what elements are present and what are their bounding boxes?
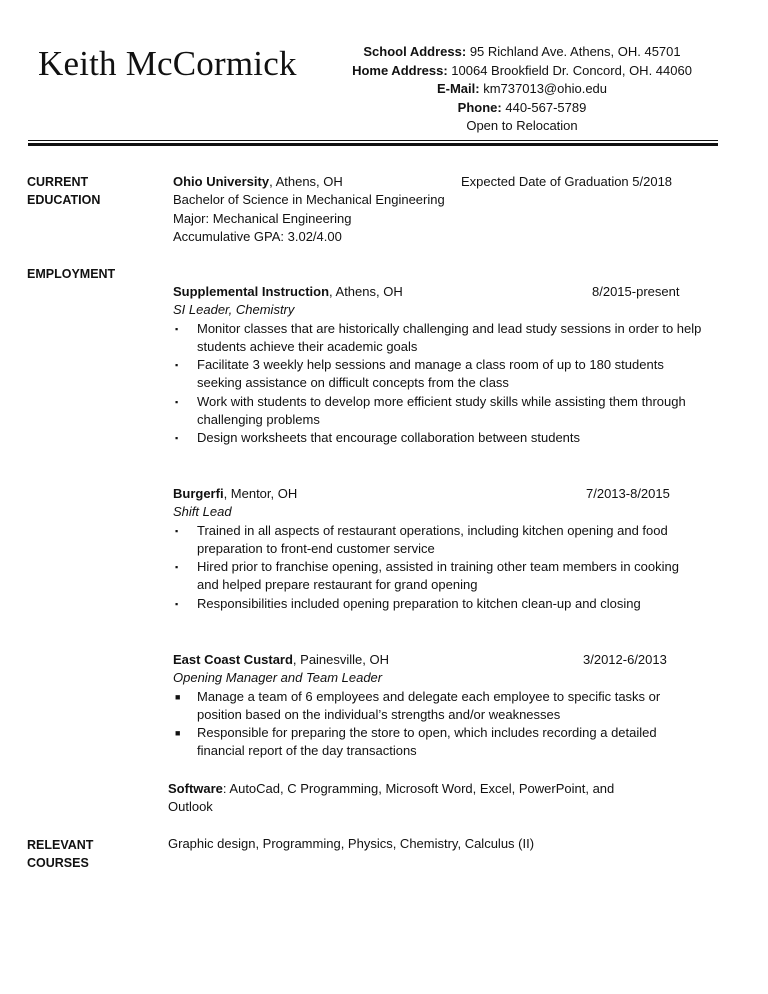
school-location: , Athens, OH — [269, 174, 343, 189]
duty-text: Responsible for preparing the store to open, which includes recording a detailed financial report of the day transactions — [197, 725, 657, 759]
courses-label-line1: RELEVANT — [27, 838, 94, 852]
list-item — [173, 724, 702, 761]
job-location: , Painesville, OH — [292, 652, 390, 667]
education-block — [173, 173, 703, 246]
software-list: : AutoCad, C Programming, Microsoft Word, Excel, PowerPoint, and Outlook — [168, 781, 615, 815]
job-employer: Burgerfi — [173, 486, 224, 501]
bullet-icon: ▪ — [175, 598, 179, 609]
job-header-row — [173, 283, 703, 301]
bullet-icon: ▪ — [175, 360, 179, 371]
bullet-icon: ▪ — [175, 562, 179, 573]
phone-label: Phone: — [457, 99, 502, 115]
job-employer: East Coast Custard — [173, 652, 293, 667]
relocation-note: Open to Relocation — [466, 118, 578, 133]
job-employer-line — [173, 485, 297, 503]
job-title: SI Leader, Chemistry — [173, 302, 295, 318]
list-item — [173, 558, 702, 595]
software-skills — [168, 780, 648, 817]
job-location: , Mentor, OH — [223, 486, 298, 501]
duty-text: Responsibilities included opening preparation to kitchen clean-up and closing — [197, 595, 641, 611]
employment-section-label: EMPLOYMENT — [27, 267, 116, 281]
bullet-icon: ▪ — [175, 525, 179, 536]
duty-text: Monitor classes that are historically challenging and lead study sessions in order to help students achieve their academic goals — [197, 320, 702, 354]
education-label-line2: EDUCATION — [27, 193, 101, 207]
gpa: Accumulative GPA: 3.02/4.00 — [173, 228, 342, 244]
header-divider-thick — [28, 143, 718, 146]
list-item — [173, 429, 702, 447]
list-item — [173, 522, 702, 559]
education-section-label — [27, 173, 100, 209]
job-title: Opening Manager and Team Leader — [173, 670, 383, 686]
job-title: Shift Lead — [173, 504, 232, 520]
school-address-line — [322, 43, 722, 62]
duty-text: Work with students to develop more efficient study skills while assisting them through challenging problems — [197, 393, 686, 428]
list-item — [173, 356, 702, 393]
bullet-icon: ■ — [175, 728, 181, 739]
duty-text: Design worksheets that encourage collaboration between students — [197, 430, 581, 446]
education-label-line1: CURRENT — [27, 175, 89, 189]
contact-info — [322, 43, 722, 136]
job-entry — [173, 651, 703, 761]
education-school-line — [173, 173, 343, 191]
list-item — [173, 688, 702, 725]
email-value: km737013@ohio.edu — [483, 81, 608, 96]
duty-text: Facilitate 3 weekly help sessions and manage a class room of up to 180 students seeking assistance on difficult concepts from the class — [197, 357, 664, 391]
degree: Bachelor of Science in Mechanical Engineering — [173, 192, 445, 208]
phone-line — [322, 99, 722, 118]
job-duties-list — [173, 522, 703, 613]
job-employer-line — [173, 283, 403, 301]
phone-value: 440-567-5789 — [505, 99, 587, 115]
duty-text: Trained in all aspects of restaurant operations, including kitchen opening and food preparation to front-end customer service — [197, 522, 668, 556]
job-location: , Athens, OH — [329, 284, 403, 299]
list-item — [173, 393, 702, 430]
education-header-row — [173, 173, 703, 191]
software-label: Software — [168, 781, 223, 796]
courses-section-label — [27, 836, 93, 872]
job-duties-list — [173, 320, 703, 448]
job-employer: Supplemental Instruction — [173, 284, 330, 299]
home-address-label: Home Address: — [352, 62, 448, 78]
home-address: 10064 Brookfield Dr. Concord, OH. 44060 — [451, 62, 692, 78]
school-name: Ohio University — [173, 174, 270, 189]
job-header-row — [173, 651, 703, 669]
email-line — [322, 80, 722, 99]
job-dates: 8/2015-present — [592, 284, 680, 299]
duty-text: Manage a team of 6 employees and delegate each employee to specific tasks or position based on the individual’s strengths and/or weaknesses — [197, 688, 661, 722]
bullet-icon: ▪ — [175, 433, 179, 444]
job-dates: 7/2013-8/2015 — [586, 486, 670, 501]
home-address-line — [322, 62, 722, 81]
bullet-icon: ▪ — [175, 323, 179, 334]
job-employer-line — [173, 651, 389, 669]
job-dates: 3/2012-6/2013 — [583, 652, 667, 667]
job-entry — [173, 485, 703, 613]
major: Major: Mechanical Engineering — [173, 210, 352, 226]
bullet-icon: ▪ — [175, 396, 179, 407]
candidate-name: Keith McCormick — [38, 44, 297, 83]
graduation-date: Expected Date of Graduation 5/2018 — [461, 174, 673, 189]
header-divider-thin — [28, 140, 718, 141]
bullet-icon: ■ — [175, 691, 181, 702]
job-duties-list — [173, 688, 703, 761]
school-address-label: School Address: — [363, 44, 467, 59]
duty-text: Hired prior to franchise opening, assisted in training other team members in cooking and helped prepare restaurant for grand opening — [197, 559, 679, 593]
job-entry — [173, 283, 703, 448]
email-label: E-Mail: — [436, 81, 480, 96]
list-item — [173, 595, 702, 613]
courses-label-line2: COURSES — [27, 856, 89, 870]
list-item — [173, 320, 702, 357]
courses-list: Graphic design, Programming, Physics, Chemistry, Calculus (II) — [168, 836, 535, 851]
job-header-row — [173, 485, 703, 503]
school-address: 95 Richland Ave. Athens, OH. 45701 — [469, 44, 681, 59]
